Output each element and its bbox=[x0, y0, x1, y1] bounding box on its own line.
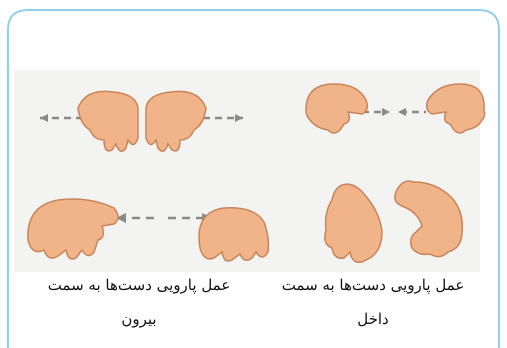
hands-inward-top-icon bbox=[300, 70, 490, 160]
caption-inward-line1: عمل پارویی دست‌ها به سمت bbox=[281, 276, 465, 294]
caption-outward-line1: عمل پارویی دست‌ها به سمت bbox=[47, 276, 231, 294]
caption-outward-line2: بیرون bbox=[121, 310, 157, 328]
hands-outward-top-icon bbox=[38, 78, 248, 168]
caption-inward-line2: داخل bbox=[357, 310, 389, 328]
hands-outward-bottom-icon bbox=[18, 178, 280, 270]
hands-inward-bottom-icon bbox=[322, 172, 472, 268]
